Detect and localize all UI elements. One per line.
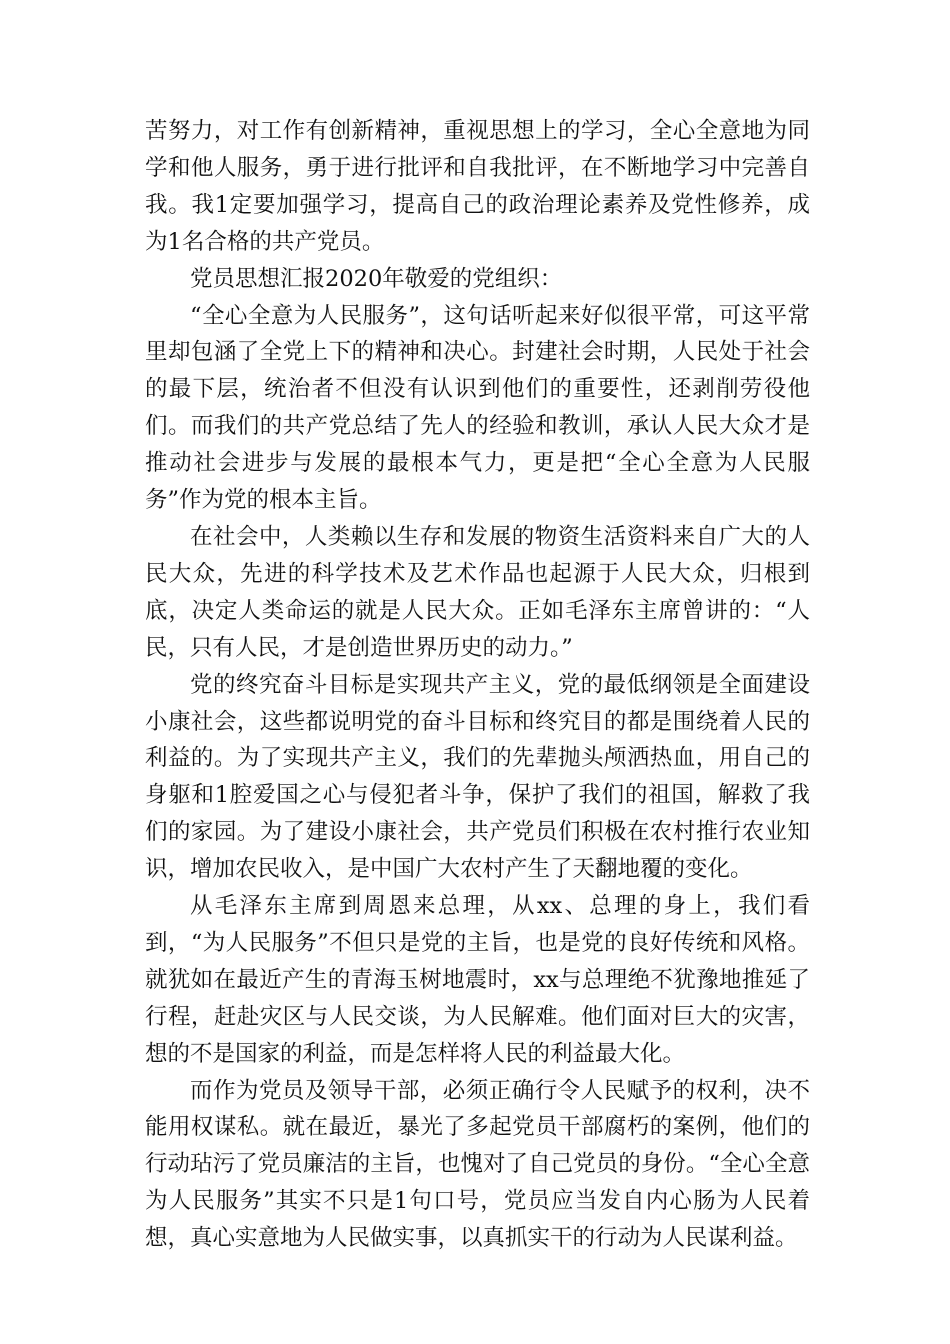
paragraph: “全心全意为人民服务”，这句话听起来好似很平常，可这平常里却包涵了全党上下的精神和决心。封建社会时期，人民处于社会的最下层，统治者不但没有认识到他们的重要性，还剥削劳役他们。而我们的共产党总结了先人的经验和教训，承认人民大众才是推动社会进步与发展的最根本气力，更是把“全心全意为人民服务”作为党的根本主旨。 — [145, 302, 810, 514]
paragraph: 在社会中，人类赖以生存和发展的物资生活资料来自广大的人民大众，先进的科学技术及艺术作品也起源于人民大众，归根到底，决定人类命运的就是人民大众。正如毛泽东主席曾讲的：“人民，只有人民，才是创造世界历史的动力。” — [145, 523, 810, 661]
document-body — [145, 113, 810, 1257]
paragraph: 从毛泽东主席到周恩来总理，从xx、总理的身上，我们看到，“为人民服务”不但只是党的主旨，也是党的良好传统和风格。就犹如在最近产生的青海玉树地震时，xx与总理绝不犹豫地推延了行程，赶赴灾区与人民交谈，为人民解难。他们面对巨大的灾害，想的不是国家的利益，而是怎样将人民的利益最大化。 — [145, 893, 810, 1067]
paragraph-continued: 苦努力，对工作有创新精神，重视思想上的学习，全心全意地为同学和他人服务，勇于进行批评和自我批评，在不断地学习中完善自我。我1定要加强学习，提高自己的政治理论素养及党性修养，成为1名合格的共产党员。 — [145, 118, 810, 255]
paragraph: 党的终究奋斗目标是实现共产主义，党的最低纲领是全面建设小康社会，这些都说明党的奋斗目标和终究目的都是围绕着人民的利益的。为了实现共产主义，我们的先辈抛头颅洒热血，用自己的身躯和1腔爱国之心与侵犯者斗争，保护了我们的祖国，解救了我们的家园。为了建设小康社会，共产党员们积极在农村推行农业知识，增加农民收入，是中国广大农村产生了天翻地覆的变化。 — [145, 671, 810, 883]
paragraph: 而作为党员及领导干部，必须正确行令人民赋予的权利，决不能用权谋私。就在最近，暴光了多起党员干部腐朽的案例，他们的行动玷污了党员廉洁的主旨，也愧对了自己党员的身份。“全心全意为人民服务”其实不只是1句口号，党员应当发自内心肠为人民着想，真心实意地为人民做实事，以真抓实干的行动为人民谋利益。 — [145, 1077, 810, 1252]
paragraph-heading: 党员思想汇报2020年敬爱的党组织： — [190, 265, 563, 292]
